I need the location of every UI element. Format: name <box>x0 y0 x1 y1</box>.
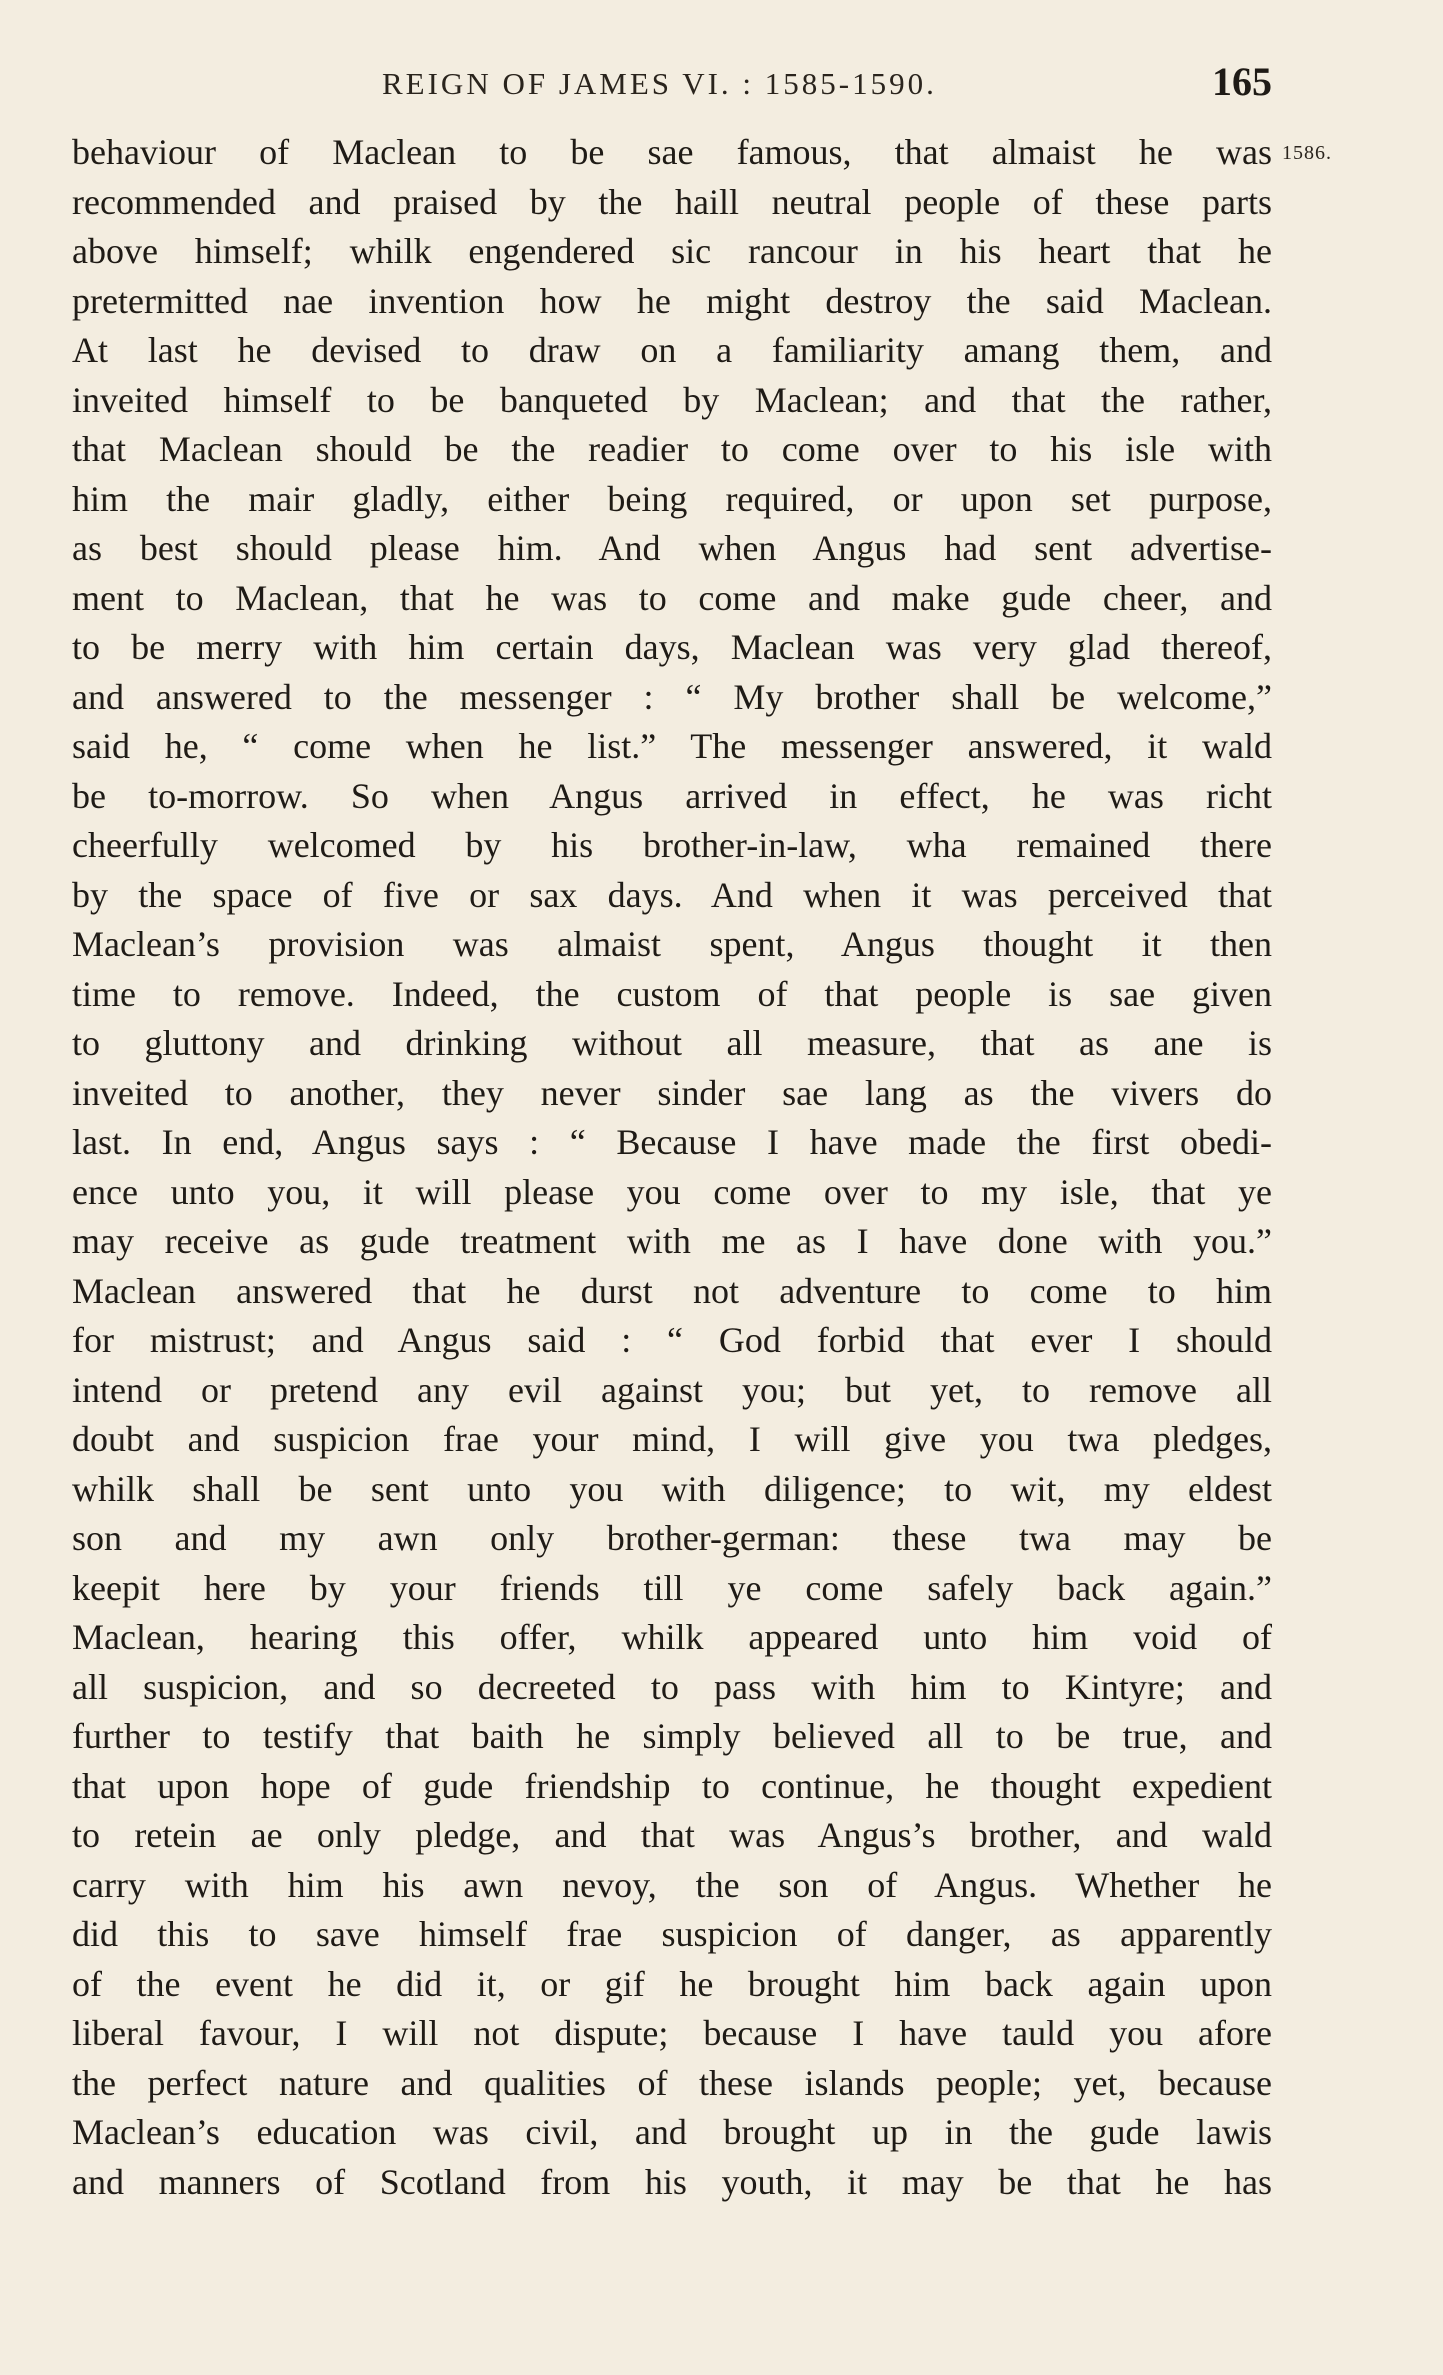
text-line: ence unto you, it will please you come over to my isle, that ye <box>72 1171 1272 1212</box>
text-line: and manners of Scotland from his youth, it may be that he has <box>72 2161 1272 2202</box>
text-line: cheerfully welcomed by his brother-in-law, wha remained there <box>72 825 1272 865</box>
running-head <box>72 58 1272 118</box>
text-line: son and my awn only brother-german: these twa may be <box>72 1518 1272 1558</box>
text-line: that Maclean should be the readier to come over to his isle with <box>72 429 1272 469</box>
text-line: may receive as gude treatment with me as I have done with you.” <box>72 1221 1272 1261</box>
text-line: for mistrust; and Angus said : “ God forbid that ever I should <box>72 1320 1272 1360</box>
text-line: all suspicion, and so decreeted to pass with him to Kintyre; and <box>72 1666 1272 1707</box>
text-line: time to remove. Indeed, the custom of that people is sae given <box>72 973 1272 1014</box>
text-line: Maclean, hearing this offer, whilk appeared unto him void of <box>72 1617 1272 1657</box>
text-line: above himself; whilk engendered sic rancour in his heart that he <box>72 231 1272 271</box>
text-line: be to-morrow. So when Angus arrived in effect, he was richt <box>72 775 1272 816</box>
text-line: further to testify that baith he simply believed all to be true, and <box>72 1716 1272 1756</box>
running-title: REIGN OF JAMES VI. : 1585-1590. <box>382 66 937 101</box>
text-line: inveited himself to be banqueted by Maclean; and that the rather, <box>72 379 1272 420</box>
text-line: behaviour of Maclean to be sae famous, that almaist he was <box>72 132 1272 172</box>
text-line: carry with him his awn nevoy, the son of Angus. Whether he <box>72 1864 1272 1905</box>
text-line: last. In end, Angus says : “ Because I have made the first obedi- <box>72 1122 1272 1162</box>
text-line: Maclean’s provision was almaist spent, Angus thought it then <box>72 924 1272 964</box>
text-line: to retein ae only pledge, and that was Angus’s brother, and wald <box>72 1815 1272 1855</box>
text-line: the perfect nature and qualities of these islands people; yet, because <box>72 2062 1272 2103</box>
text-line: as best should please him. And when Angus had sent advertise- <box>72 528 1272 568</box>
text-line: doubt and suspicion frae your mind, I will give you twa pledges, <box>72 1419 1272 1459</box>
text-line: Maclean’s education was civil, and brought up in the gude lawis <box>72 2112 1272 2152</box>
margin-year-note: 1586. <box>1282 142 1332 164</box>
text-line: Maclean answered that he durst not adventure to come to him <box>72 1270 1272 1311</box>
text-line: ment to Maclean, that he was to come and make gude cheer, and <box>72 577 1272 618</box>
text-line: that upon hope of gude friendship to continue, he thought expedient <box>72 1765 1272 1806</box>
text-line: did this to save himself frae suspicion of danger, as apparently <box>72 1914 1272 1954</box>
text-line: intend or pretend any evil against you; but yet, to remove all <box>72 1369 1272 1410</box>
text-line: of the event he did it, or gif he brought him back again upon <box>72 1963 1272 2004</box>
text-line: liberal favour, I will not dispute; because I have tauld you afore <box>72 2013 1272 2053</box>
text-line: to be merry with him certain days, Maclean was very glad thereof, <box>72 627 1272 667</box>
text-line: and answered to the messenger : “ My brother shall be welcome,” <box>72 676 1272 717</box>
text-line: inveited to another, they never sinder sae lang as the vivers do <box>72 1072 1272 1113</box>
body-text <box>72 128 1272 2207</box>
text-line: him the mair gladly, either being required, or upon set purpose, <box>72 478 1272 519</box>
text-line: by the space of five or sax days. And when it was perceived that <box>72 874 1272 915</box>
text-line: At last he devised to draw on a familiarity amang them, and <box>72 330 1272 370</box>
text-line: whilk shall be sent unto you with diligence; to wit, my eldest <box>72 1468 1272 1509</box>
text-line: keepit here by your friends till ye come safely back again.” <box>72 1567 1272 1608</box>
text-line: recommended and praised by the haill neutral people of these parts <box>72 181 1272 222</box>
text-line: to gluttony and drinking without all measure, that as ane is <box>72 1023 1272 1063</box>
text-line: pretermitted nae invention how he might destroy the said Maclean. <box>72 280 1272 321</box>
text-line: said he, “ come when he list.” The messenger answered, it wald <box>72 726 1272 766</box>
page-number: 165 <box>1212 59 1272 104</box>
